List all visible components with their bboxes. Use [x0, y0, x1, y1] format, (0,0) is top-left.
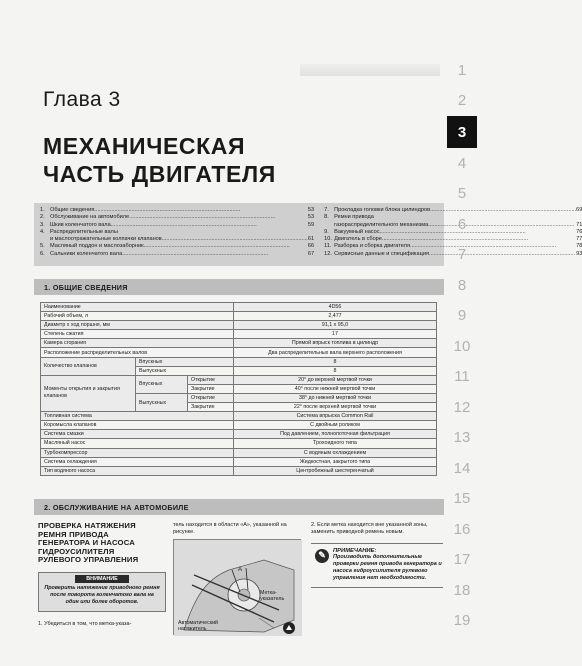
note-label: ПРИМЕЧАНИЕ:: [333, 547, 377, 554]
chapter-tab-11[interactable]: 11: [454, 368, 470, 386]
toc-item-page: 61: [307, 236, 315, 243]
chapter-tabs: [447, 55, 477, 636]
warning-box: [38, 572, 166, 612]
toc-item-number: 10.: [324, 236, 332, 243]
spec-value: 38° до нижней мертвой точки: [234, 393, 437, 402]
spec-sublabel: Закрытие: [188, 384, 234, 393]
spec-value: С водяным охлаждением: [234, 448, 437, 457]
chapter-tab-15[interactable]: 15: [453, 490, 471, 508]
chapter-tab-7[interactable]: 7: [457, 246, 467, 264]
spec-value: 40° после нижней мертвой точки: [234, 384, 437, 393]
toc-item: [40, 222, 314, 229]
toc-item-number: 8.: [324, 214, 329, 221]
toc-item-text: Общие сведения: [50, 207, 95, 213]
toc-item-text: Вакуумный насос: [334, 228, 380, 235]
faded-header-strip: [300, 64, 440, 76]
chapter-tab-14[interactable]: 14: [453, 459, 471, 477]
section-heading-service: 2. ОБСЛУЖИВАНИЕ НА АВТОМОБИЛЕ: [34, 499, 444, 515]
spec-value: 8: [234, 366, 437, 375]
heading-line: ГЕНЕРАТОРА И НАСОСА: [38, 538, 136, 548]
spec-value: 91,1 х 95,0: [234, 321, 437, 330]
spec-value: 17: [234, 330, 437, 339]
chapter-tab-12[interactable]: 12: [453, 398, 471, 416]
toc-item-page: 69: [576, 207, 582, 213]
toc-leader-dots: [122, 251, 308, 258]
spec-sublabel: Впускных: [136, 375, 188, 393]
chapter-tab-9[interactable]: 9: [457, 307, 467, 325]
paragraph: 2. Если метка находится вне указанной зоны, заменить приводной ремень новым.: [311, 522, 428, 536]
toc-item-text: Шкив коленчатого вала: [50, 221, 111, 228]
chapter-tab-16[interactable]: 16: [453, 520, 471, 538]
table-row: [41, 303, 437, 312]
note-box: [311, 543, 443, 588]
heading-line: ГИДРОУСИЛИТЕЛЯ: [38, 546, 115, 556]
spec-label: Диаметр х ход поршня, мм: [41, 321, 234, 330]
toc-leader-dots: [380, 229, 577, 236]
toc-item-number: 6.: [40, 250, 45, 257]
spec-label: Тип водяного насоса: [41, 466, 234, 475]
table-row: [41, 348, 437, 357]
text-column-2: [173, 522, 301, 635]
pencil-icon: ✎: [315, 549, 329, 563]
spec-label: Расположение распределительных валов: [41, 348, 234, 357]
toc-item-number: 12.: [324, 250, 332, 257]
note-text: Производить дополнительные проверки ремня привода генератора и насоса гидроусилителя рулевого управления нет необходимости.: [333, 553, 442, 582]
toc-item-number: 1.: [40, 207, 45, 213]
table-row: [41, 321, 437, 330]
table-row: [41, 466, 437, 475]
spec-label: Топливная система: [41, 412, 234, 421]
toc-item-text: Распределительные валы: [50, 228, 118, 235]
spec-value: 22° после верхней мертвой точки: [234, 403, 437, 412]
toc-item-text: Прокладка головки блока цилиндров: [334, 207, 431, 213]
spec-value: С двойным роликом: [234, 421, 437, 430]
spec-label: Степень сжатия: [41, 330, 234, 339]
specs-table: [40, 302, 437, 476]
toc-item: [40, 207, 314, 214]
figure-label-line: Автоматический: [178, 619, 218, 626]
spec-label: Коромысла клапанов: [41, 421, 234, 430]
spec-label: Система охлаждения: [41, 457, 234, 466]
toc-item-number: 7.: [324, 207, 329, 213]
table-row: [41, 421, 437, 430]
circle-arrow-icon: [283, 622, 295, 634]
toc-item-number: 2.: [40, 214, 45, 221]
chapter-title: [43, 132, 323, 188]
figure-label-a: A: [238, 566, 243, 573]
table-row: [41, 312, 437, 321]
toc-item-number: [324, 222, 334, 229]
figure-label-line: Метка-: [260, 589, 277, 596]
heading-line: ПРОВЕРКА НАТЯЖЕНИЯ: [38, 521, 136, 530]
toc-item-number: 5.: [40, 243, 45, 250]
spec-value: 4D56: [234, 303, 437, 312]
spec-sublabel: Выпускных: [136, 366, 234, 375]
table-of-contents: [34, 203, 582, 266]
spec-sublabel: Открытие: [188, 393, 234, 402]
chapter-title-line: ЧАСТЬ ДВИГАТЕЛЯ: [43, 161, 276, 187]
warning-label: ВНИМАНИЕ: [75, 575, 129, 583]
toc-item-text: Ремни привода: [334, 214, 374, 221]
toc-column-left: [40, 207, 314, 262]
toc-leader-dots: [129, 214, 308, 221]
toc-item-page: 67: [307, 250, 315, 257]
toc-item-page: 53: [307, 207, 315, 213]
heading-line: РУЛЕВОГО УПРАВЛЕНИЯ: [38, 555, 139, 565]
toc-leader-dots: [162, 236, 308, 243]
toc-item-text: Разборка и сборка двигателя: [334, 243, 410, 250]
chapter-tab-17[interactable]: 17: [453, 551, 471, 569]
toc-item-text: Масляный поддон и маслозаборник: [50, 243, 144, 250]
toc-leader-dots: [382, 236, 576, 243]
spec-value: 20° до верхней мертвой точки: [234, 375, 437, 384]
toc-item: [40, 214, 314, 221]
spec-label: Масляный насос: [41, 439, 234, 448]
chapter-tab-5[interactable]: 5: [457, 185, 467, 203]
toc-item-page: 76: [576, 228, 582, 235]
chapter-tab-10[interactable]: 10: [453, 337, 471, 355]
table-row: [41, 357, 437, 366]
chapter-label: Глава 3: [43, 88, 121, 111]
heading-line: РЕМНЯ ПРИВОДА: [38, 529, 109, 539]
spec-label: Камера сгорания: [41, 339, 234, 348]
figure-label-tensioner: [178, 620, 218, 632]
table-row: [41, 457, 437, 466]
toc-item-number: 3.: [40, 221, 45, 228]
chapter-tab-6[interactable]: 6: [457, 215, 467, 233]
toc-leader-dots: [410, 243, 576, 250]
section-heading-general: 1. ОБЩИЕ СВЕДЕНИЯ: [34, 279, 444, 295]
table-row: [41, 412, 437, 421]
toc-item-text: Двигатель в сборе: [334, 236, 382, 243]
toc-item: [40, 251, 314, 258]
chapter-tab-8[interactable]: 8: [457, 276, 467, 294]
chapter-tab-4[interactable]: 4: [457, 154, 467, 172]
spec-value: Жидкостная, закрытого типа: [234, 457, 437, 466]
spec-label: Турбокомпрессор: [41, 448, 234, 457]
toc-item-text: Сервисные данные и спецификация: [334, 250, 429, 257]
toc-item-text: Сальники коленчатого вала: [50, 250, 123, 257]
spec-label: Моменты открытия и закрытия клапанов: [41, 375, 136, 411]
procedure-heading: [38, 522, 166, 565]
spec-value: 8: [234, 357, 437, 366]
spec-value: Два распределительных вала верхнего расположения: [234, 348, 437, 357]
table-row: [41, 339, 437, 348]
figure-label-mark: [260, 590, 284, 602]
spec-sublabel: Открытие: [188, 375, 234, 384]
text-column-3: [311, 522, 443, 588]
chapter-tab-2[interactable]: 2: [457, 92, 467, 110]
toc-leader-dots: [144, 243, 308, 250]
toc-item-page: 93: [576, 250, 582, 257]
chapter-tab-13[interactable]: 13: [453, 429, 471, 447]
text-column-1: [38, 522, 166, 628]
paragraph: 1. Убедиться в том, что метка-указа-: [38, 620, 132, 627]
figure-label-line: натяжитель: [178, 625, 207, 632]
paragraph: тель находится в области «А», указанной на рисунке.: [173, 522, 287, 536]
spec-value: Под давлением, полнопоточная фильтрация: [234, 430, 437, 439]
toc-item-text: газораспределительного механизма: [334, 221, 429, 228]
spec-label: Рабочий объем, л: [41, 312, 234, 321]
toc-item-number: 4.: [40, 228, 45, 235]
toc-item-text: Обслуживание на автомобиле: [50, 214, 130, 221]
table-row: [41, 448, 437, 457]
chapter-tab-19[interactable]: 19: [453, 612, 471, 630]
toc-leader-dots: [94, 207, 308, 214]
table-row: [41, 375, 437, 384]
toc-item-number: 11.: [324, 243, 332, 250]
chapter-title-line: МЕХАНИЧЕСКАЯ: [43, 133, 246, 159]
table-row: [41, 430, 437, 439]
belt-tensioner-figure: [173, 539, 301, 635]
spec-value: Прямой впрыск топлива в цилиндр: [234, 339, 437, 348]
spec-sublabel: Впускных: [136, 357, 234, 366]
spec-value: Центробежный шестеренчатый: [234, 466, 437, 475]
toc-item-page: 78: [576, 243, 582, 250]
figure-label-line: указатель: [260, 595, 285, 602]
toc-leader-dots: [111, 222, 308, 229]
toc-item-page: 77: [576, 236, 582, 243]
spec-value: Трохоидного типа: [234, 439, 437, 448]
chapter-tab-18[interactable]: 18: [453, 581, 471, 599]
spec-sublabel: Закрытие: [188, 403, 234, 412]
toc-item-page: 59: [307, 221, 315, 228]
toc-item-page: 53: [307, 214, 315, 221]
table-row: [41, 439, 437, 448]
spec-value: Система впрыска Common Rail: [234, 412, 437, 421]
toc-item: [40, 243, 314, 250]
toc-item-page: 66: [307, 243, 315, 250]
spec-label: Система смазки: [41, 430, 234, 439]
spec-value: 2,477: [234, 312, 437, 321]
toc-item: [40, 229, 314, 236]
warning-text: Проверить натяжение приводного ремня после поворота коленчатого вала на один или более оборотов.: [44, 584, 160, 606]
toc-item-number: [40, 236, 50, 243]
toc-item-text: и маслоотражательные колпачки клапанов: [50, 236, 162, 243]
spec-label: Наименование: [41, 303, 234, 312]
spec-sublabel: Выпускных: [136, 393, 188, 411]
table-row: [41, 330, 437, 339]
toc-item-number: 9.: [324, 228, 329, 235]
spec-label: Количество клапанов: [41, 357, 136, 375]
chapter-tab-1[interactable]: 1: [457, 61, 467, 79]
chapter-tab-3[interactable]: 3: [447, 116, 477, 148]
toc-item-page: 71: [576, 221, 582, 228]
